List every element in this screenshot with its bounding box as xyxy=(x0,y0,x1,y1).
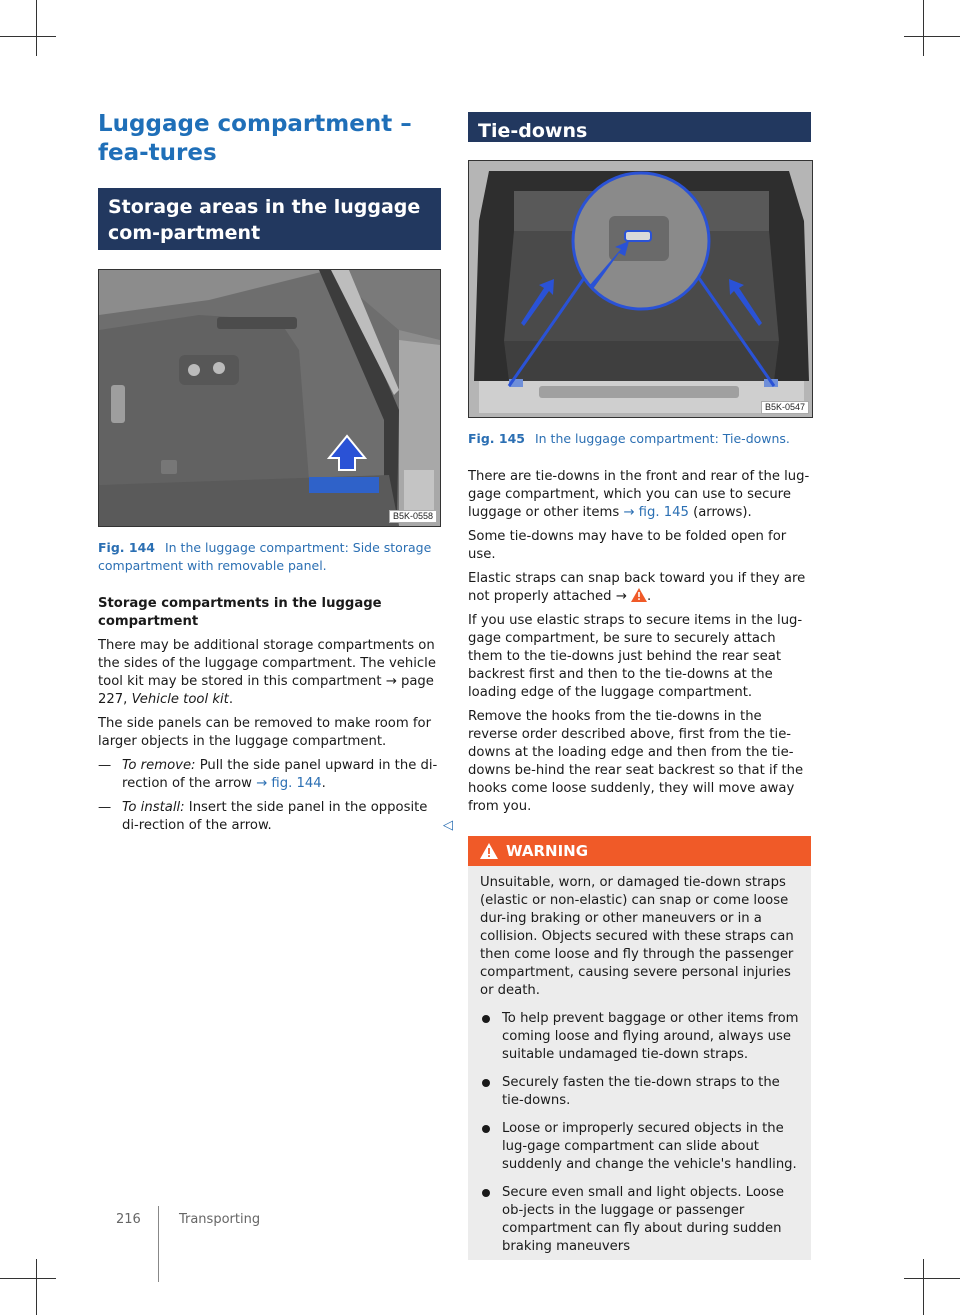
crop-mark xyxy=(923,1259,924,1315)
caption-text: In the luggage compartment: Side storage compartment with removable panel. xyxy=(98,540,432,573)
paragraph-text: (arrows). xyxy=(688,505,752,520)
list-item-remove xyxy=(98,757,441,793)
bullet-text: Secure even small and light objects. Loose ob-jects in the luggage or passenger compartment can fly about during sudden braking maneuvers xyxy=(502,1185,784,1254)
crop-mark xyxy=(923,0,924,56)
figure-tie-downs xyxy=(468,160,813,418)
page-reference-link[interactable]: → page 227, xyxy=(98,674,434,707)
figure-code: B5K-0547 xyxy=(761,401,809,414)
item-label: To remove: xyxy=(122,758,196,773)
bullet-dot xyxy=(482,1015,490,1023)
warning-triangle-icon[interactable] xyxy=(631,588,647,602)
section-title-tie-downs: Tie-downs xyxy=(468,112,811,142)
crop-mark xyxy=(904,36,960,37)
warning-bullet xyxy=(480,1010,799,1064)
figure-caption xyxy=(468,430,811,448)
paragraph: If you use elastic straps to secure items in the lug-gage compartment, be sure to securely attach them to the tie-downs just behind the rear seat backrest first and then to the tie-downs at the loading edge of the luggage compartment. xyxy=(468,613,803,700)
crop-mark xyxy=(36,1259,37,1315)
crop-mark xyxy=(904,1278,960,1279)
item-end: . xyxy=(321,776,326,791)
paragraph xyxy=(468,468,811,522)
dash-marker: — xyxy=(98,758,112,773)
footer xyxy=(116,1212,260,1227)
section-end-icon: ◁ xyxy=(442,818,453,833)
subheading-storage-compartments: Storage compartments in the luggage compartment xyxy=(98,596,382,629)
figure-reference-link[interactable]: fig. 145 xyxy=(638,505,689,520)
arrow-icon: → xyxy=(623,505,635,520)
dash-marker: — xyxy=(98,800,112,815)
page-number: 216 xyxy=(116,1212,141,1227)
bullet-text: Loose or improperly secured objects in the lug-gage compartment can slide about suddenly and change the vehicle's handling. xyxy=(502,1121,797,1172)
right-column xyxy=(468,112,811,1260)
tie-downs-illustration xyxy=(469,161,812,417)
warning-title: WARNING xyxy=(506,842,589,860)
bullet-text: Securely fasten the tie-down straps to the tie-downs. xyxy=(502,1075,780,1108)
figure-side-storage xyxy=(98,269,441,527)
warning-bullet xyxy=(480,1184,799,1256)
paragraph-text: Elastic straps can snap back toward you if they are not properly attached xyxy=(468,571,806,604)
warning-bullet xyxy=(480,1074,799,1110)
warning-header xyxy=(468,836,811,866)
caption-text: In the luggage compartment: Tie-downs. xyxy=(534,431,790,446)
paragraph: Remove the hooks from the tie-downs in the reverse order described above, first from the tie-downs at the loading edge and then from the tie-downs be-hind the rear seat backrest so that if the hooks come loose suddenly, they will move away from you. xyxy=(468,709,804,814)
bullet-dot xyxy=(482,1079,490,1087)
paragraph: Some tie-downs may have to be folded open for use. xyxy=(468,529,787,562)
crop-mark xyxy=(0,36,56,37)
arrow-icon: → xyxy=(256,776,268,791)
reference-title: Vehicle tool kit xyxy=(131,692,229,707)
figure-caption xyxy=(98,539,441,575)
paragraph xyxy=(98,637,441,709)
warning-triangle-icon xyxy=(480,843,498,859)
footer-section: Transporting xyxy=(178,1212,261,1227)
warning-body xyxy=(468,866,811,1260)
arrow-icon: → xyxy=(615,589,627,604)
paragraph-text: There may be additional storage compartments on the sides of the luggage compartment. The vehicle tool kit may be stored in this compartment xyxy=(98,638,436,689)
figure-code: B5K-0558 xyxy=(389,510,437,523)
paragraph-end: . xyxy=(228,692,234,707)
section-title-storage: Storage areas in the luggage com-partment xyxy=(98,188,441,250)
item-text: Insert the side panel in the opposite di-rection of the arrow. xyxy=(122,800,428,833)
list-item-install xyxy=(98,799,453,835)
chapter-title: Luggage compartment – fea-tures xyxy=(98,111,412,166)
left-column xyxy=(98,108,453,841)
paragraph-text: There are tie-downs in the front and rear of the lug-gage compartment, which you can use to secure luggage or other items xyxy=(468,469,810,520)
warning-bullet xyxy=(480,1120,799,1174)
caption-number: Fig. 145 xyxy=(468,431,525,446)
paragraph xyxy=(468,570,811,606)
caption-number: Fig. 144 xyxy=(98,540,155,555)
warning-intro: Unsuitable, worn, or damaged tie-down straps (elastic or non-elastic) can snap or come loose dur-ing braking or other maneuvers or in a collision. Objects secured with these straps can then come loose and fly through the passenger compartment, causing severe personal injuries or death. xyxy=(480,875,794,998)
side-storage-illustration xyxy=(99,270,440,526)
bullet-dot xyxy=(482,1189,490,1197)
figure-reference-link[interactable]: fig. 144 xyxy=(271,776,322,791)
crop-mark xyxy=(0,1278,56,1279)
crop-mark xyxy=(36,0,37,56)
bullet-text: To help prevent baggage or other items from coming loose and flying around, always use suitable undamaged tie-down straps. xyxy=(502,1011,799,1062)
paragraph-end: . xyxy=(646,589,652,604)
bullet-dot xyxy=(482,1125,490,1133)
item-text: Pull the side panel upward in the di-rection of the arrow xyxy=(122,758,438,791)
paragraph: The side panels can be removed to make room for larger objects in the luggage compartment. xyxy=(98,716,432,749)
item-label: To install: xyxy=(122,800,185,815)
